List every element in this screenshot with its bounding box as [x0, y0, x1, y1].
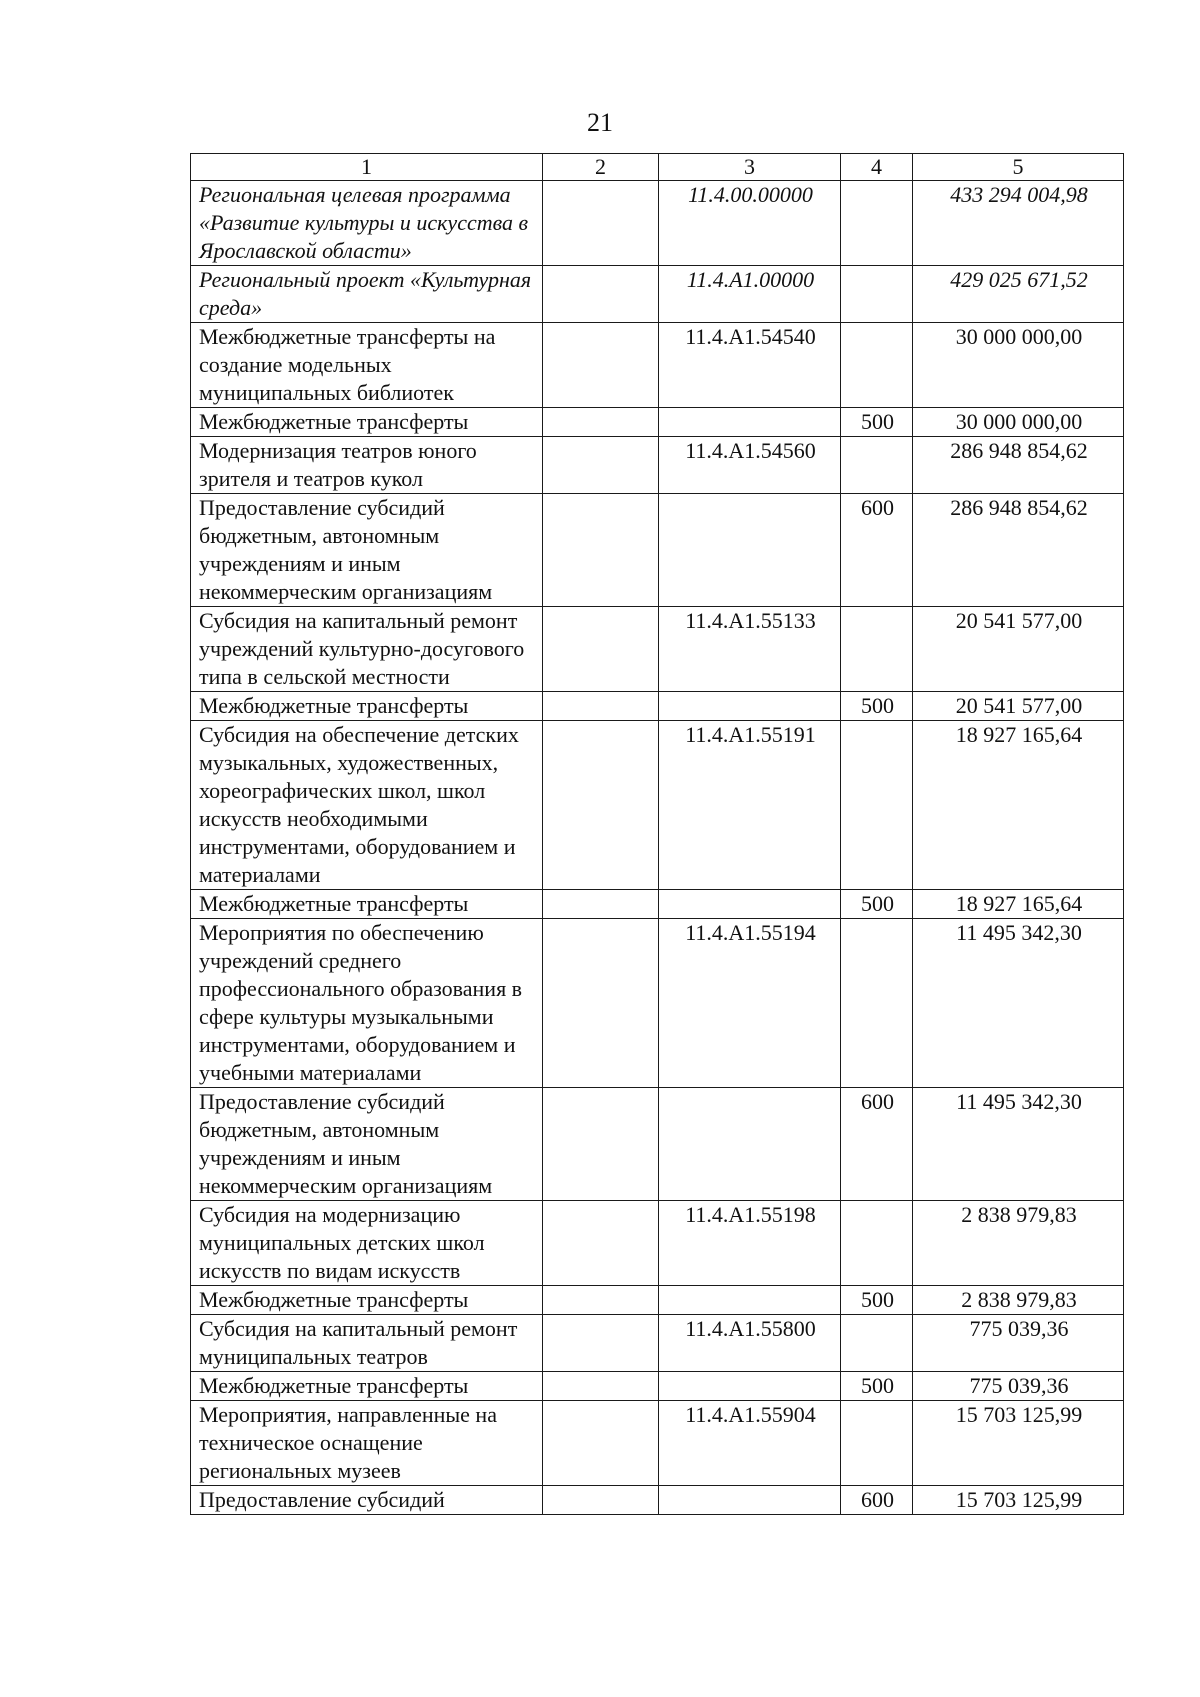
- table-row: [191, 323, 1124, 408]
- row-amount-cell: 775 039,36: [913, 1315, 1124, 1372]
- row-name-cell: Мероприятия по обеспечению учреждений среднего профессионального образования в сфере культуры музыкальными инструментами, оборудованием и учебными материалами: [191, 919, 543, 1088]
- table-row: [191, 1401, 1124, 1486]
- row-name-cell: Субсидия на капитальный ремонт учреждений культурно-досугового типа в сельской местности: [191, 607, 543, 692]
- row-name-cell: Межбюджетные трансферты: [191, 890, 543, 919]
- row-code-cell: [659, 494, 841, 607]
- row-amount-cell: 2 838 979,83: [913, 1201, 1124, 1286]
- table-row: [191, 919, 1124, 1088]
- table-row: [191, 692, 1124, 721]
- row-col2-cell: [543, 1486, 659, 1515]
- table-row: [191, 1088, 1124, 1201]
- row-amount-cell: 286 948 854,62: [913, 437, 1124, 494]
- row-code-cell: 11.4.00.00000: [659, 181, 841, 266]
- row-col2-cell: [543, 1088, 659, 1201]
- row-col2-cell: [543, 607, 659, 692]
- row-name-cell: Мероприятия, направленные на техническое оснащение региональных музеев: [191, 1401, 543, 1486]
- row-amount-cell: 11 495 342,30: [913, 1088, 1124, 1201]
- table-row: [191, 890, 1124, 919]
- row-amount-cell: 775 039,36: [913, 1372, 1124, 1401]
- row-col2-cell: [543, 437, 659, 494]
- row-name-cell: Субсидия на капитальный ремонт муниципальных театров: [191, 1315, 543, 1372]
- row-amount-cell: 286 948 854,62: [913, 494, 1124, 607]
- row-amount-cell: 429 025 671,52: [913, 266, 1124, 323]
- row-type-cell: 600: [841, 494, 913, 607]
- row-name-cell: Региональный проект «Культурная среда»: [191, 266, 543, 323]
- row-name-cell: Субсидия на модернизацию муниципальных детских школ искусств по видам искусств: [191, 1201, 543, 1286]
- table-body: [191, 181, 1124, 1515]
- row-code-cell: [659, 890, 841, 919]
- row-amount-cell: 20 541 577,00: [913, 692, 1124, 721]
- table-row: [191, 1201, 1124, 1286]
- row-code-cell: 11.4.А1.55904: [659, 1401, 841, 1486]
- row-name-cell: Предоставление субсидий: [191, 1486, 543, 1515]
- row-code-cell: [659, 1286, 841, 1315]
- row-code-cell: [659, 408, 841, 437]
- row-name-cell: Предоставление субсидий бюджетным, автономным учреждениям и иным некоммерческим организациям: [191, 1088, 543, 1201]
- column-header-3: 3: [659, 154, 841, 181]
- row-col2-cell: [543, 181, 659, 266]
- row-code-cell: 11.4.А1.00000: [659, 266, 841, 323]
- row-name-cell: Межбюджетные трансферты: [191, 692, 543, 721]
- budget-table: [190, 153, 1124, 1515]
- row-type-cell: [841, 1401, 913, 1486]
- row-amount-cell: 18 927 165,64: [913, 721, 1124, 890]
- row-type-cell: 500: [841, 890, 913, 919]
- row-type-cell: [841, 1315, 913, 1372]
- row-col2-cell: [543, 890, 659, 919]
- row-type-cell: [841, 323, 913, 408]
- row-type-cell: [841, 919, 913, 1088]
- row-type-cell: 500: [841, 1286, 913, 1315]
- row-name-cell: Межбюджетные трансферты на создание модельных муниципальных библиотек: [191, 323, 543, 408]
- row-name-cell: Межбюджетные трансферты: [191, 408, 543, 437]
- row-code-cell: 11.4.А1.55191: [659, 721, 841, 890]
- row-type-cell: 600: [841, 1486, 913, 1515]
- row-code-cell: [659, 1372, 841, 1401]
- row-code-cell: 11.4.А1.55800: [659, 1315, 841, 1372]
- row-col2-cell: [543, 1286, 659, 1315]
- row-col2-cell: [543, 692, 659, 721]
- column-header-5: 5: [913, 154, 1124, 181]
- row-code-cell: 11.4.А1.54540: [659, 323, 841, 408]
- row-amount-cell: 433 294 004,98: [913, 181, 1124, 266]
- row-type-cell: [841, 607, 913, 692]
- row-col2-cell: [543, 919, 659, 1088]
- row-code-cell: [659, 1088, 841, 1201]
- row-type-cell: 500: [841, 408, 913, 437]
- table-row: [191, 607, 1124, 692]
- table-header-row: [191, 154, 1124, 181]
- row-code-cell: 11.4.А1.55194: [659, 919, 841, 1088]
- table-row: [191, 1286, 1124, 1315]
- row-type-cell: [841, 721, 913, 890]
- row-col2-cell: [543, 721, 659, 890]
- table-row: [191, 437, 1124, 494]
- row-amount-cell: 15 703 125,99: [913, 1486, 1124, 1515]
- table-row: [191, 408, 1124, 437]
- row-col2-cell: [543, 1372, 659, 1401]
- row-col2-cell: [543, 1315, 659, 1372]
- row-col2-cell: [543, 1201, 659, 1286]
- row-code-cell: [659, 1486, 841, 1515]
- row-name-cell: Межбюджетные трансферты: [191, 1372, 543, 1401]
- row-amount-cell: 11 495 342,30: [913, 919, 1124, 1088]
- row-type-cell: [841, 181, 913, 266]
- row-amount-cell: 2 838 979,83: [913, 1286, 1124, 1315]
- table-row: [191, 181, 1124, 266]
- row-name-cell: Субсидия на обеспечение детских музыкальных, художественных, хореографических школ, школ искусств необходимыми инструментами, оборудованием и материалами: [191, 721, 543, 890]
- row-type-cell: [841, 437, 913, 494]
- row-code-cell: 11.4.А1.55133: [659, 607, 841, 692]
- table-row: [191, 494, 1124, 607]
- row-amount-cell: 15 703 125,99: [913, 1401, 1124, 1486]
- row-col2-cell: [543, 323, 659, 408]
- column-header-2: 2: [543, 154, 659, 181]
- row-amount-cell: 30 000 000,00: [913, 408, 1124, 437]
- table-row: [191, 1315, 1124, 1372]
- row-amount-cell: 30 000 000,00: [913, 323, 1124, 408]
- column-header-4: 4: [841, 154, 913, 181]
- row-type-cell: 500: [841, 692, 913, 721]
- row-code-cell: 11.4.А1.55198: [659, 1201, 841, 1286]
- row-name-cell: Региональная целевая программа «Развитие культуры и искусства в Ярославской области»: [191, 181, 543, 266]
- page-number: 21: [587, 108, 613, 137]
- table-row: [191, 266, 1124, 323]
- row-amount-cell: 18 927 165,64: [913, 890, 1124, 919]
- table-row: [191, 1372, 1124, 1401]
- row-col2-cell: [543, 494, 659, 607]
- row-col2-cell: [543, 266, 659, 323]
- row-amount-cell: 20 541 577,00: [913, 607, 1124, 692]
- table-row: [191, 1486, 1124, 1515]
- row-type-cell: [841, 1201, 913, 1286]
- row-name-cell: Межбюджетные трансферты: [191, 1286, 543, 1315]
- column-header-1: 1: [191, 154, 543, 181]
- row-name-cell: Предоставление субсидий бюджетным, автономным учреждениям и иным некоммерческим организациям: [191, 494, 543, 607]
- row-name-cell: Модернизация театров юного зрителя и театров кукол: [191, 437, 543, 494]
- row-type-cell: [841, 266, 913, 323]
- row-col2-cell: [543, 408, 659, 437]
- table-row: [191, 721, 1124, 890]
- row-type-cell: 500: [841, 1372, 913, 1401]
- row-code-cell: [659, 692, 841, 721]
- row-col2-cell: [543, 1401, 659, 1486]
- row-code-cell: 11.4.А1.54560: [659, 437, 841, 494]
- row-type-cell: 600: [841, 1088, 913, 1201]
